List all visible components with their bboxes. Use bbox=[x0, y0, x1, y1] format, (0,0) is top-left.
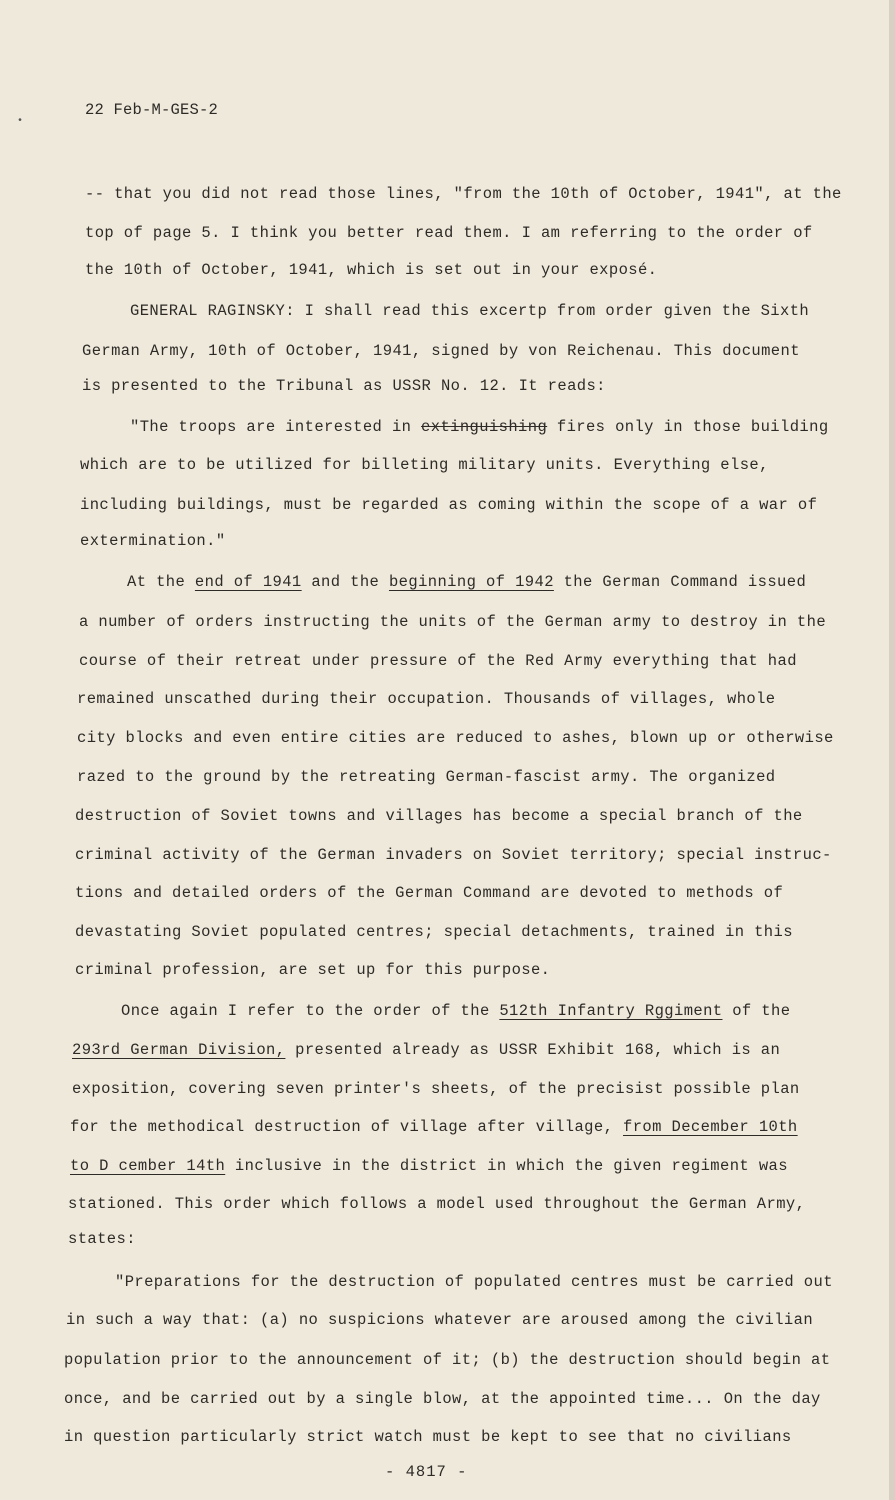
p1-line-1: -- that you did not read those lines, "from the 10th of October, 1941", at the bbox=[85, 185, 842, 203]
p4-underline-from-december: from December 10th bbox=[623, 1118, 798, 1136]
q2-line-5: in question particularly strict watch must be kept to see that no civilians bbox=[64, 1428, 792, 1446]
p4-line-2b: presented already as USSR Exhibit 168, which is an bbox=[285, 1041, 781, 1059]
p3-underline-beginning-1942: beginning of 1942 bbox=[388, 573, 554, 591]
p4-line-7: states: bbox=[68, 1230, 136, 1248]
p4-line-3: exposition, covering seven printer's sheets, of the precisist possible plan bbox=[72, 1080, 800, 1098]
q1-struck-word: extinguishing bbox=[421, 418, 548, 436]
p4-line-1c: of the bbox=[722, 1002, 791, 1020]
p2-line-2: German Army, 10th of October, 1941, signed by von Reichenau. This document bbox=[82, 342, 800, 360]
p4-underline-regiment: 512th Infantry Rggiment bbox=[499, 1002, 723, 1020]
p1-line-2: top of page 5. I think you better read them. I am referring to the order of bbox=[85, 224, 813, 242]
p2-line-1: GENERAL RAGINSKY: I shall read this excertp from order given the Sixth bbox=[130, 302, 810, 320]
p3-line-1a: At the bbox=[127, 573, 195, 591]
p3-line-6: razed to the ground by the retreating German-fascist army. The organized bbox=[77, 768, 776, 786]
q1-line-2: which are to be utilized for billeting military units. Everything else, bbox=[80, 456, 769, 474]
p3-line-11: criminal profession, are set up for this purpose. bbox=[75, 961, 551, 979]
p3-line-1 bbox=[127, 572, 806, 592]
q2-line-4: once, and be carried out by a single blow, at the appointed time... On the day bbox=[64, 1390, 821, 1408]
margin-mark: • bbox=[17, 116, 24, 127]
p4-underline-division: 293rd German Division, bbox=[72, 1041, 286, 1059]
p4-line-2 bbox=[72, 1040, 780, 1060]
p3-line-5: city blocks and even entire cities are reduced to ashes, blown up or otherwise bbox=[77, 729, 834, 747]
p3-line-1c: and the bbox=[301, 573, 389, 591]
q2-line-3: population prior to the announcement of it; (b) the destruction should begin at bbox=[64, 1351, 831, 1369]
p4-line-6: stationed. This order which follows a model used throughout the German Army, bbox=[68, 1195, 806, 1213]
p4-line-5b: inclusive in the district in which the given regiment was bbox=[225, 1157, 788, 1175]
p3-line-7: destruction of Soviet towns and villages has become a special branch of the bbox=[75, 807, 803, 825]
q1-line-3: including buildings, must be regarded as coming within the scope of a war of bbox=[80, 496, 818, 514]
p3-line-1e: the German Command issued bbox=[553, 573, 807, 591]
document-reference: 22 Feb-M-GES-2 bbox=[85, 101, 219, 119]
p3-line-9: tions and detailed orders of the German Command are devoted to methods of bbox=[75, 884, 784, 902]
q2-line-1: "Preparations for the destruction of populated centres must be carried out bbox=[115, 1273, 833, 1291]
p3-line-3: course of their retreat under pressure of the Red Army everything that had bbox=[79, 652, 797, 670]
p4-underline-to-december: to D cember 14th bbox=[70, 1157, 226, 1175]
q1-line-1c: fires only in those building bbox=[547, 418, 829, 436]
q1-line-1 bbox=[130, 417, 829, 437]
page-number: - 4817 - bbox=[385, 1463, 468, 1481]
q1-line-1a: "The troops are interested in bbox=[130, 418, 422, 436]
p4-line-1 bbox=[121, 1001, 790, 1021]
p1-line-3: the 10th of October, 1941, which is set out in your exposé. bbox=[85, 261, 658, 279]
p4-line-5 bbox=[70, 1156, 788, 1176]
q1-line-4: extermination." bbox=[80, 532, 226, 550]
p3-underline-end-1941: end of 1941 bbox=[194, 573, 302, 591]
p2-line-3: is presented to the Tribunal as USSR No. 12. It reads: bbox=[82, 377, 606, 395]
p4-line-4 bbox=[70, 1117, 798, 1137]
p3-line-8: criminal activity of the German invaders on Soviet territory; special instruc- bbox=[75, 846, 832, 864]
p4-line-4a: for the methodical destruction of village after village, bbox=[70, 1118, 623, 1136]
p3-line-10: devastating Soviet populated centres; special detachments, trained in this bbox=[75, 923, 793, 941]
p3-line-4: remained unscathed during their occupation. Thousands of villages, whole bbox=[77, 690, 776, 708]
p3-line-2: a number of orders instructing the units of the German army to destroy in the bbox=[79, 613, 827, 631]
p4-line-1a: Once again I refer to the order of the bbox=[121, 1002, 500, 1020]
q2-line-2: in such a way that: (a) no suspicions whatever are aroused among the civilian bbox=[66, 1311, 814, 1329]
page-edge bbox=[889, 0, 895, 1500]
